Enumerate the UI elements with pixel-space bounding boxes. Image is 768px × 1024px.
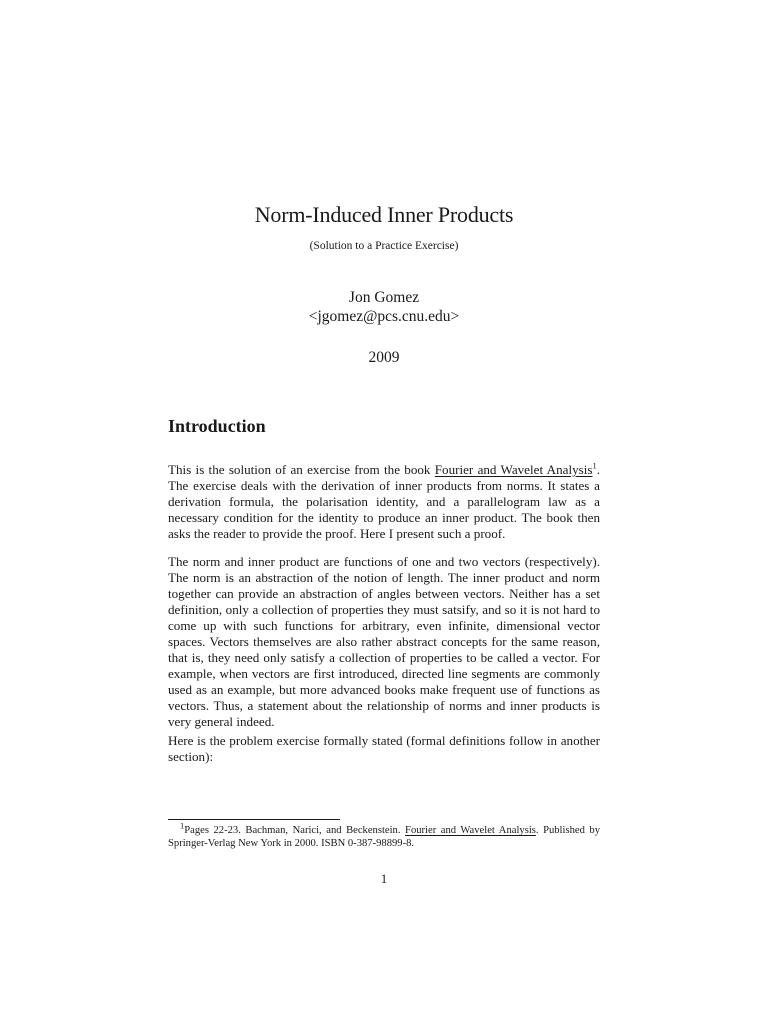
paragraph-1 — [168, 462, 600, 542]
footnote — [168, 820, 600, 850]
paragraph-1-intro: This is the solution of an exercise from the book — [168, 462, 435, 477]
footnote-divider — [168, 819, 340, 820]
document-year: 2009 — [368, 349, 400, 366]
footnote-indent — [168, 825, 180, 836]
footnote-mark: 1 — [180, 820, 185, 831]
paragraph-1-rest: . The exercise deals with the derivation of inner products from norms. It states a derivation formula, the polarisation identity, and a parallelogram law as a necessary condition for the identity to produce an inner product. The book then asks the reader to provide the proof. Here I present such a proof. — [168, 462, 600, 541]
author-name: Jon Gomez — [348, 289, 420, 306]
section-heading-introduction: Introduction — [168, 416, 266, 436]
author-email: <jgomez@pcs.cnu.edu> — [308, 308, 460, 325]
document-title: Norm-Induced Inner Products — [254, 202, 514, 227]
book-title-reference: Fourier and Wavelet Analysis — [434, 462, 593, 477]
paragraph-3: Here is the problem exercise formally stated (formal definitions follow in another section): — [168, 733, 600, 764]
footnote-reference[interactable]: 1 — [592, 460, 597, 471]
paragraph-2: The norm and inner product are functions of one and two vectors (respectively). The norm is an abstraction of the notion of length. The inner product and norm together can provide an abstraction of angles between vectors. Neither has a set definition, only a collection of properties they must satsify, and so it is not hard to come up with such functions for arbitrary, even infinite, dimensional vector spaces. Vectors themselves are also rather abstract concepts for the same reason, that is, they need only satisfy a collection of properties to be called a vector. For example, when vectors are first introduced, directed line segments are commonly used as an example, but more advanced books make frequent use of functions as vectors. Thus, a statement about the relationship of norms and inner products is very general indeed. — [168, 554, 600, 729]
author-block — [0, 288, 768, 326]
page-number: 1 — [380, 871, 388, 886]
document-subtitle: (Solution to a Practice Exercise) — [309, 240, 459, 252]
footnote-text-end: . Published by Springer-Verlag New York in 2000. ISBN 0-387-98899-8. — [168, 825, 600, 849]
footnote-book-title: Fourier and Wavelet Analysis — [405, 825, 536, 836]
footnote-text-start: Pages 22-23. Bachman, Narici, and Beckenstein. — [184, 825, 406, 836]
